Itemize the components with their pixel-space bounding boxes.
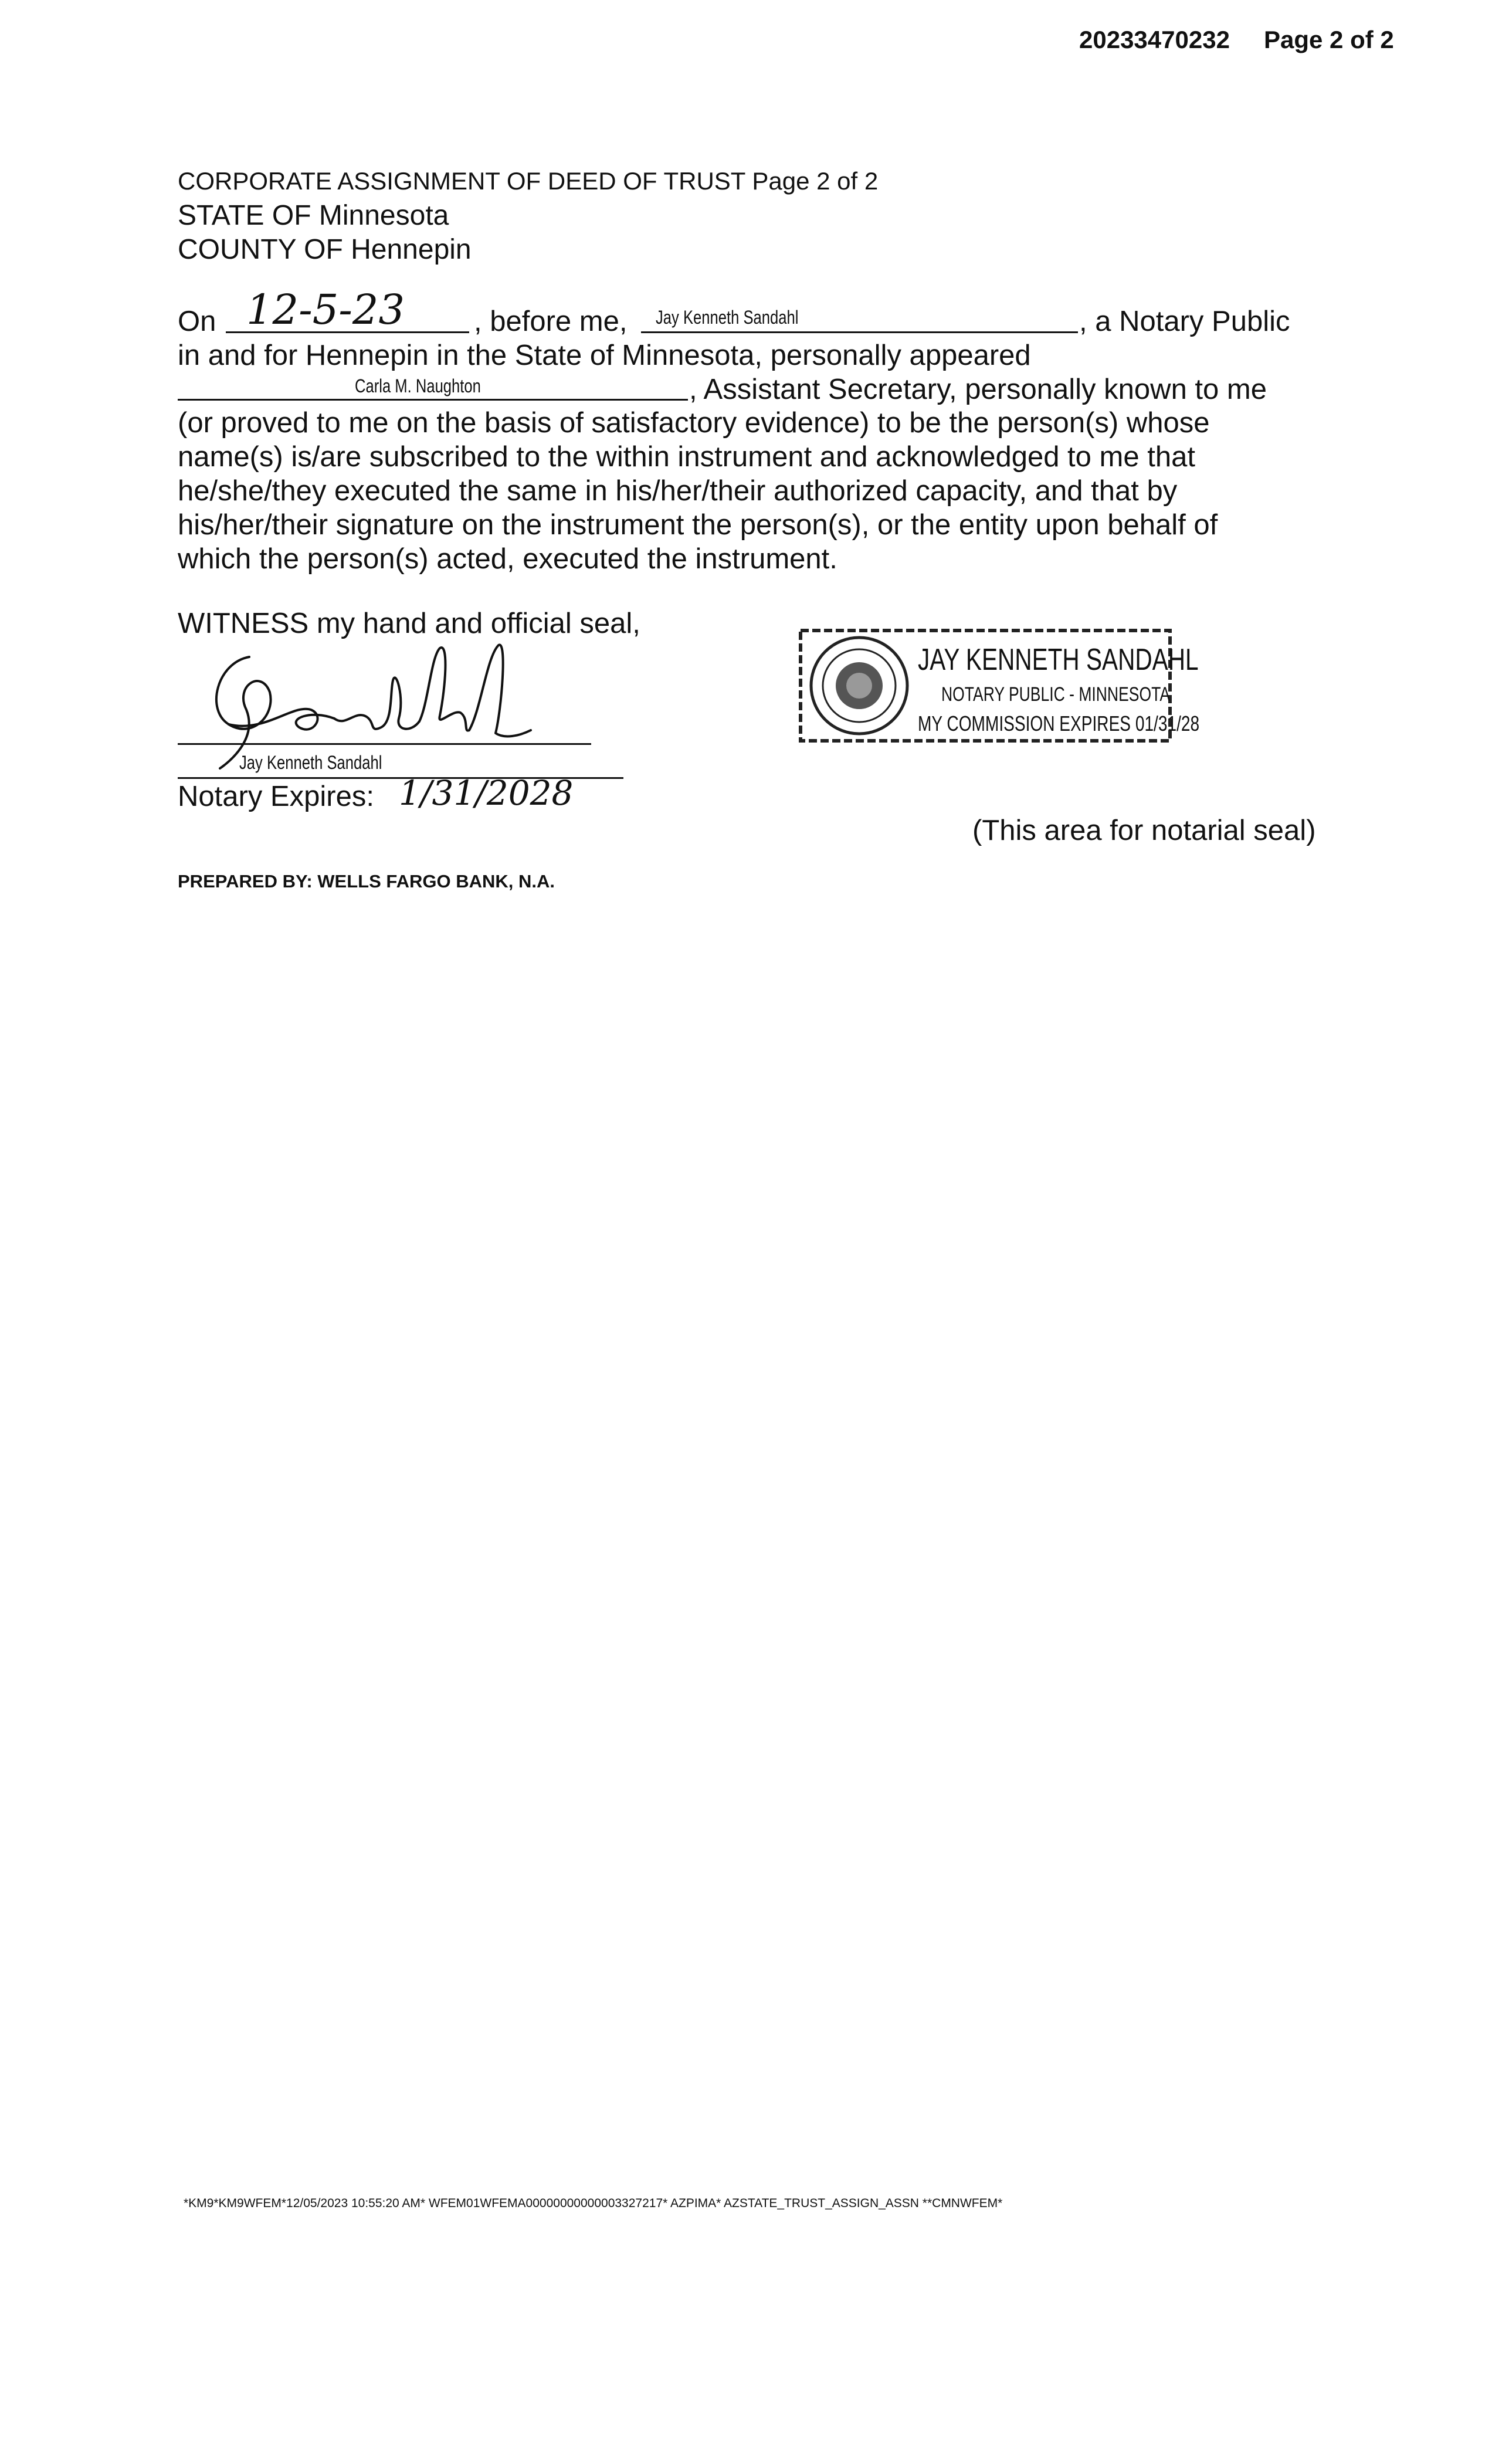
- signature-line: [178, 743, 591, 745]
- expires-handwritten: 1/31/2028: [399, 773, 574, 813]
- seal-area-note: (This area for notarial seal): [972, 815, 1316, 846]
- notary-name-typed: Jay Kenneth Sandahl: [656, 307, 799, 328]
- notary-public-text: , a Notary Public: [1079, 306, 1290, 337]
- ack-line-5: name(s) is/are subscribed to the within instrument and acknowledged to me that: [178, 441, 1195, 473]
- date-handwritten: 12-5-23: [246, 286, 405, 334]
- ack-line-7: his/her/their signature on the instrument the person(s), or the entity upon behalf of: [178, 509, 1218, 541]
- jurisdiction-line: in and for Hennepin in the State of Minnesota, personally appeared: [178, 340, 1031, 371]
- page-label: Page 2 of 2: [1264, 26, 1394, 53]
- notary-name-blank-line: [641, 331, 1078, 333]
- stamp-commission-expiry: MY COMMISSION EXPIRES 01/31/28: [918, 711, 1200, 736]
- state-line: STATE OF Minnesota: [178, 200, 449, 231]
- ack-line-4: (or proved to me on the basis of satisfactory evidence) to be the person(s) whose: [178, 407, 1210, 439]
- stamp-notary-title: NOTARY PUBLIC - MINNESOTA: [941, 683, 1171, 706]
- witness-text: WITNESS my hand and official seal,: [178, 608, 640, 639]
- notary-expires-label: Notary Expires:: [178, 781, 374, 812]
- stamp-notary-name: JAY KENNETH SANDAHL: [918, 643, 1199, 677]
- notary-stamp: [795, 625, 1200, 747]
- signer-name-typed: Carla M. Naughton: [355, 375, 481, 396]
- on-label: On: [178, 306, 216, 337]
- prepared-by: PREPARED BY: WELLS FARGO BANK, N.A.: [178, 871, 555, 892]
- signer-title-text: , Assistant Secretary, personally known to me: [689, 374, 1267, 405]
- signer-blank-line: [178, 399, 688, 401]
- document-title: CORPORATE ASSIGNMENT OF DEED OF TRUST Page 2 of 2: [178, 167, 879, 195]
- ack-line-8: which the person(s) acted, executed the instrument.: [178, 543, 837, 575]
- footer-barcode-text: *KM9*KM9WFEM*12/05/2023 10:55:20 AM* WFEM01WFEMA00000000000003327217* AZPIMA* AZSTATE_TRUST_ASSIGN_ASSN **CMNWFEM*: [184, 2197, 1003, 2210]
- notary-typed-name: Jay Kenneth Sandahl: [239, 752, 382, 773]
- ack-line-6: he/she/they executed the same in his/her/their authorized capacity, and that by: [178, 475, 1178, 507]
- before-me-text: , before me,: [474, 306, 628, 337]
- county-line: COUNTY OF Hennepin: [178, 234, 472, 265]
- document-number: 20233470232: [1079, 26, 1230, 53]
